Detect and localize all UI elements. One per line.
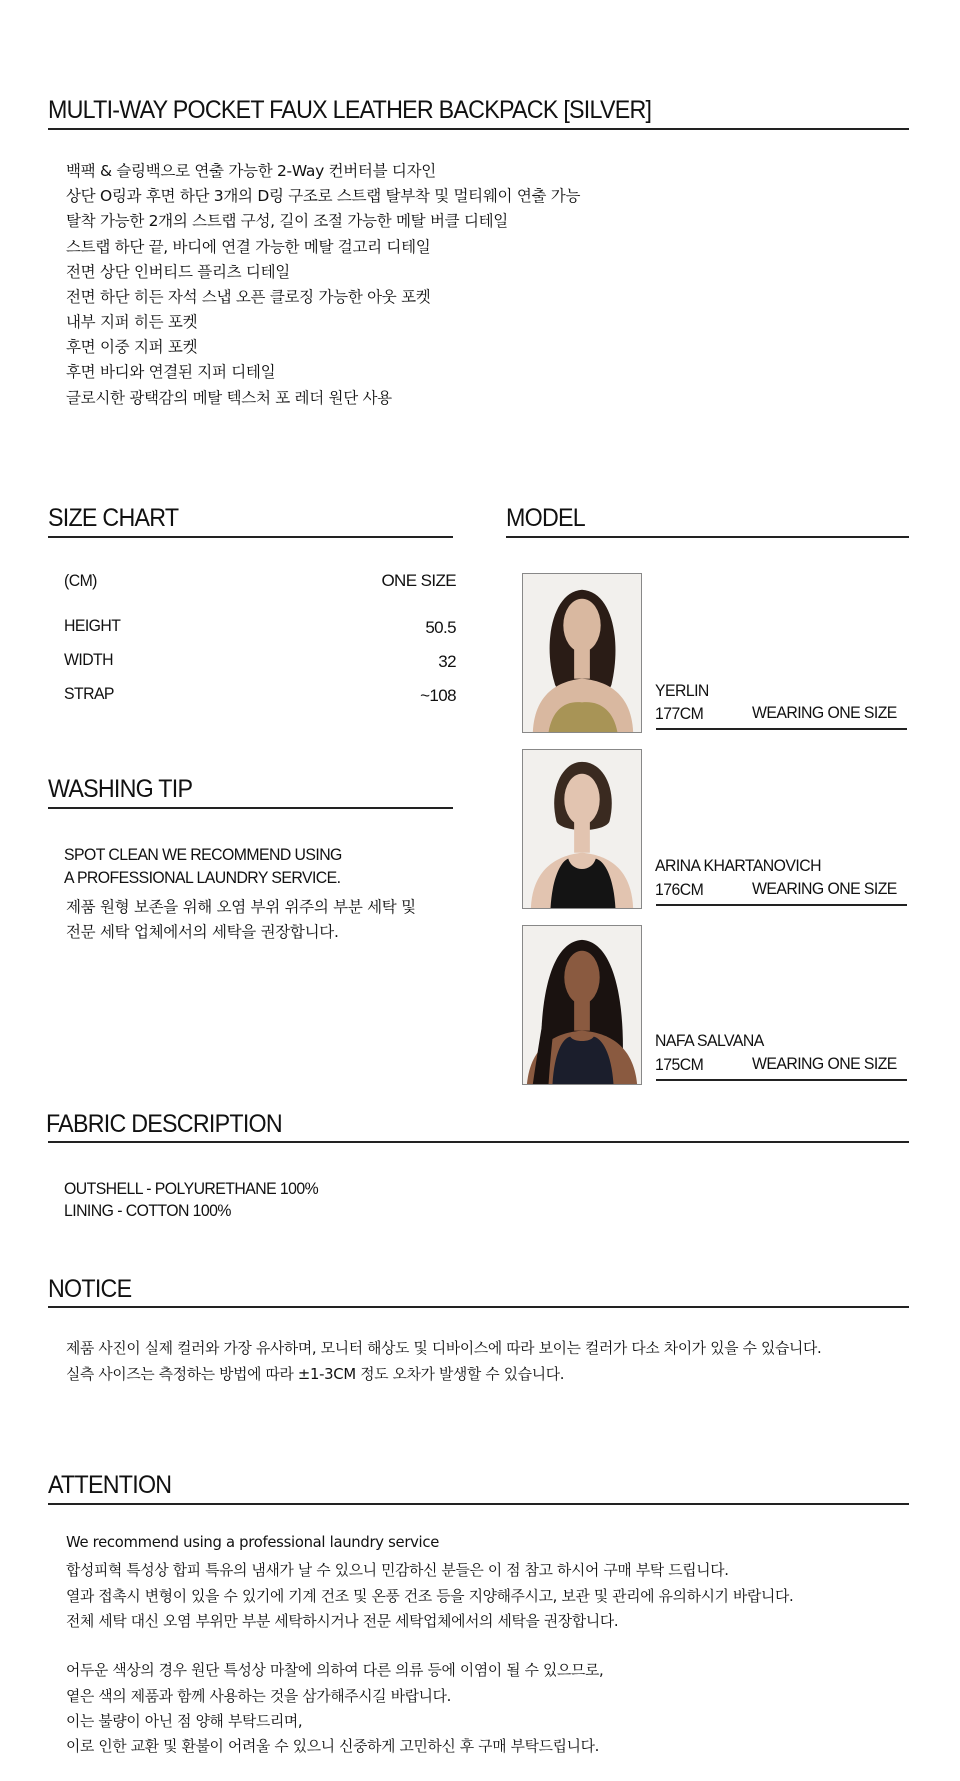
model-name: NAFA SALVANA: [655, 1031, 764, 1050]
size-row-label: WIDTH: [64, 650, 114, 669]
feature-item: 상단 O링과 후면 하단 3개의 D링 구조로 스트랩 탈부착 및 멀티웨이 연출 가능: [66, 187, 581, 205]
attention-line: 열과 접촉시 변형이 있을 수 있기에 기계 건조 및 온풍 건조 등을 지양해주시고, 보관 및 관리에 유의하시기 바랍니다.: [66, 1588, 794, 1605]
notice-divider: [48, 1306, 909, 1308]
feature-item: 후면 바디와 연결된 지퍼 디테일: [66, 363, 276, 381]
attention-line: 이로 인한 교환 및 환불이 어려울 수 있으니 신중하게 고민하신 후 구매 부탁드립니다.: [66, 1738, 600, 1755]
model-photo: [522, 573, 642, 733]
model-height: 175CM: [655, 1055, 704, 1074]
size-unit-label: (CM): [64, 571, 97, 590]
attention-line: 이는 불량이 아닌 점 양해 부탁드리며,: [66, 1713, 303, 1730]
feature-item: 전면 상단 인버티드 플리츠 디테일: [66, 263, 290, 281]
size-chart-divider: [48, 536, 453, 538]
attention-line: We recommend using a professional laundry service: [66, 1534, 440, 1551]
feature-item: 스트랩 하단 끝, 바디에 연결 가능한 메탈 걸고리 디테일: [66, 238, 431, 256]
model-heading: MODEL: [506, 504, 585, 532]
model-photo: [522, 749, 642, 909]
model-height: 176CM: [655, 880, 704, 899]
size-row-label: STRAP: [64, 684, 114, 703]
washing-en-line: A PROFESSIONAL LAUNDRY SERVICE.: [64, 868, 341, 887]
notice-heading: NOTICE: [48, 1275, 132, 1303]
attention-line: 합성피혁 특성상 합피 특유의 냄새가 날 수 있으니 민감하신 분들은 이 점 참고 하시어 구매 부탁 드립니다.: [66, 1562, 729, 1579]
title-divider: [48, 128, 909, 130]
size-row-value: 32: [438, 652, 456, 671]
feature-item: 후면 이중 지퍼 포켓: [66, 338, 198, 356]
model-face: [563, 599, 600, 652]
notice-line: 실측 사이즈는 측정하는 방법에 따라 ±1-3CM 정도 오차가 발생할 수 있습니다.: [66, 1366, 565, 1383]
model-neck: [574, 649, 590, 679]
washing-en-line: SPOT CLEAN WE RECOMMEND USING: [64, 845, 342, 864]
feature-item: 탈착 가능한 2개의 스트랩 구성, 길이 조절 가능한 메탈 버클 디테일: [66, 212, 508, 230]
model-underline: [656, 1079, 907, 1081]
fabric-divider: [48, 1141, 909, 1143]
size-row-value: 50.5: [425, 618, 456, 637]
fabric-line: OUTSHELL - POLYURETHANE 100%: [64, 1179, 319, 1198]
washing-kr-line: 전문 세탁 업체에서의 세탁을 권장합니다.: [66, 923, 339, 941]
model-underline: [656, 728, 907, 730]
attention-divider: [48, 1503, 909, 1505]
washing-tip-divider: [48, 807, 453, 809]
model-wearing: WEARING ONE SIZE: [752, 879, 897, 898]
fabric-line: LINING - COTTON 100%: [64, 1201, 231, 1220]
attention-heading: ATTENTION: [48, 1471, 172, 1499]
model-underline: [656, 904, 907, 906]
feature-item: 백팩 & 슬링백으로 연출 가능한 2-Way 컨버터블 디자인: [66, 162, 436, 180]
model-height: 177CM: [655, 704, 704, 723]
model-photo: [522, 925, 642, 1085]
notice-line: 제품 사진이 실제 컬러와 가장 유사하며, 모니터 해상도 및 디바이스에 따라 보이는 컬러가 다소 차이가 있을 수 있습니다.: [66, 1340, 822, 1357]
feature-item: 글로시한 광택감의 메탈 텍스처 포 레더 원단 사용: [66, 389, 392, 407]
feature-item: 내부 지퍼 히든 포켓: [66, 313, 198, 331]
model-wearing: WEARING ONE SIZE: [752, 1054, 897, 1073]
size-chart-heading: SIZE CHART: [48, 504, 179, 532]
washing-tip-heading: WASHING TIP: [48, 775, 193, 803]
model-name: ARINA KHARTANOVICH: [655, 856, 821, 875]
attention-line: 옅은 색의 제품과 함께 사용하는 것을 삼가해주시길 바랍니다.: [66, 1688, 452, 1705]
size-row-label: HEIGHT: [64, 616, 121, 635]
fabric-heading: FABRIC DESCRIPTION: [46, 1110, 282, 1138]
size-name-label: ONE SIZE: [381, 571, 456, 590]
product-title: MULTI-WAY POCKET FAUX LEATHER BACKPACK [SILVER]: [48, 96, 652, 124]
washing-kr-line: 제품 원형 보존을 위해 오염 부위 위주의 부분 세탁 및: [66, 898, 416, 916]
attention-line: 어두운 색상의 경우 원단 특성상 마찰에 의하여 다른 의류 등에 이염이 될 수 있으므로,: [66, 1662, 604, 1679]
model-divider: [506, 536, 909, 538]
attention-line: 전체 세탁 대신 오염 부위만 부분 세탁하시거나 전문 세탁업체에서의 세탁을 권장합니다.: [66, 1613, 619, 1630]
feature-item: 전면 하단 히든 자석 스냅 오픈 클로징 가능한 아웃 포켓: [66, 288, 431, 306]
size-row-value: ~108: [420, 686, 456, 705]
model-wearing: WEARING ONE SIZE: [752, 703, 897, 722]
model-name: YERLIN: [655, 681, 709, 700]
